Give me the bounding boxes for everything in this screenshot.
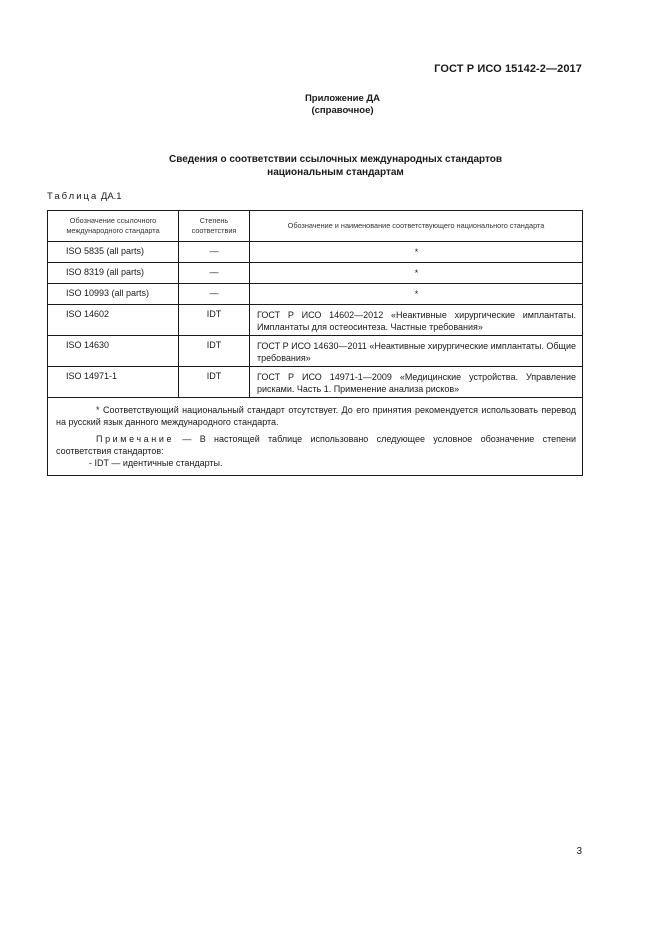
note-text: — В настоящей таблице использовано следующее условное обозначение степени соответствия стандартов: [56,434,576,456]
table-row [48,263,583,284]
table-header-row [48,211,583,242]
cell-reference: ISO 14630 [48,336,179,367]
cell-national: ГОСТ Р ИСО 14630—2011 «Неактивные хирургические имплантаты. Общие требования» [250,336,583,367]
section-title [0,153,661,179]
cell-reference: ISO 14602 [48,305,179,336]
cell-national: ГОСТ Р ИСО 14602—2012 «Неактивные хирургические имплантаты. Имплантаты для остеосинтеза. Частные требования» [250,305,583,336]
section-title-line-1: Сведения о соответствии ссылочных международных стандартов [168,154,503,165]
document-standard-id: ГОСТ Р ИСО 15142-2—2017 [434,63,582,75]
cell-degree: — [179,263,250,284]
note-label: Примечание [96,434,175,444]
cell-reference: ISO 5835 (all parts) [48,242,179,263]
cell-degree: IDT [179,305,250,336]
cell-national: ГОСТ Р ИСО 14971-1—2009 «Медицинские устройства. Управление рисками. Часть 1. Применение анализа рисков» [250,367,583,398]
cell-national: * [250,242,583,263]
table-notes [48,398,583,476]
table-caption [47,191,122,202]
table-row [48,284,583,305]
table-footnote: * Соответствующий национальный стандарт отсутствует. До его принятия рекомендуется использовать перевод на русский язык данного международного стандарта. [56,405,576,427]
cell-national: * [250,263,583,284]
header-reference-standard: Обозначение ссылочного международного стандарта [48,211,179,242]
page-number: 3 [576,846,582,857]
cell-reference: ISO 14971-1 [48,367,179,398]
table-row [48,367,583,398]
header-national-standard: Обозначение и наименование соответствующего национального стандарта [250,211,583,242]
table-note [56,433,576,457]
correspondence-table [47,210,583,476]
table-caption-word: Таблица [47,191,99,202]
cell-degree: IDT [179,367,250,398]
table-caption-number: ДА.1 [100,191,122,202]
cell-degree: IDT [179,336,250,367]
table-row [48,242,583,263]
cell-national: * [250,284,583,305]
note-item: - IDT — идентичные стандарты. [89,458,223,468]
appendix-title: Приложение ДА [304,93,381,104]
section-title-line-2: национальным стандартам [267,167,404,178]
header-degree: Степень соответствия [179,211,250,242]
appendix-heading [0,93,661,117]
table-row [48,336,583,367]
appendix-subtitle: (справочное) [311,105,374,116]
table-notes-row [48,398,583,476]
cell-reference: ISO 10993 (all parts) [48,284,179,305]
cell-reference: ISO 8319 (all parts) [48,263,179,284]
cell-degree: — [179,242,250,263]
table-row [48,305,583,336]
cell-degree: — [179,284,250,305]
